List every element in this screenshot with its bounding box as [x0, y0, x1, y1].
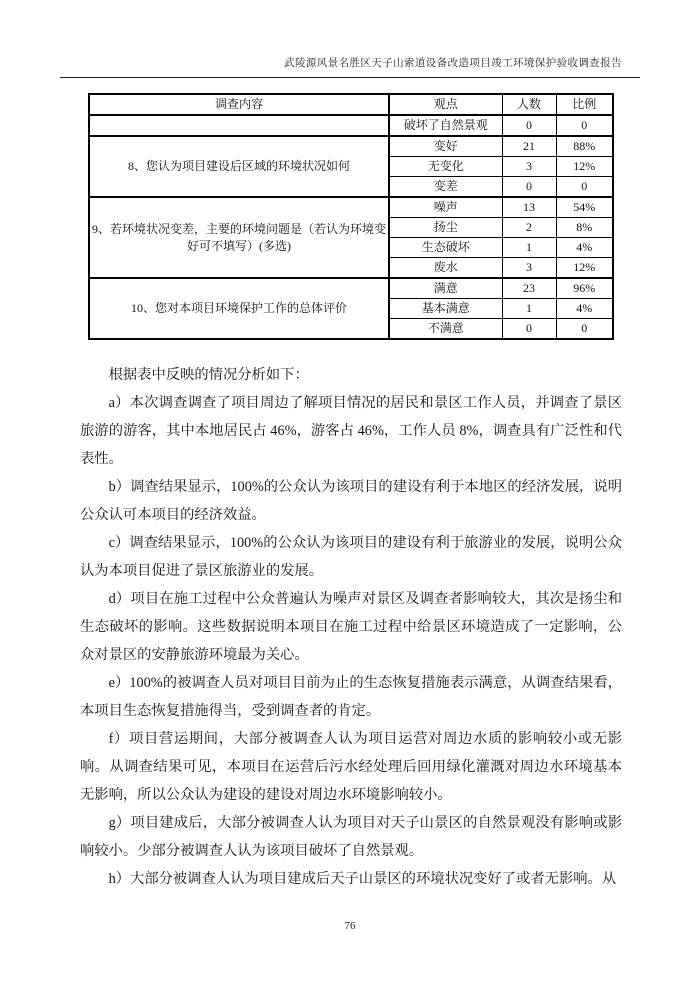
table-row: [89, 278, 613, 299]
ratio-cell: 0: [556, 319, 613, 340]
count-cell: 23: [502, 278, 556, 299]
count-cell: 0: [502, 319, 556, 340]
ratio-cell: 96%: [556, 278, 613, 299]
count-cell: 3: [502, 258, 556, 279]
opinion-cell: 废水: [389, 258, 502, 279]
count-cell: 0: [502, 177, 556, 198]
survey-results-table: [88, 93, 614, 340]
question-cell-q10: 10、您对本项目环境保护工作的总体评价: [89, 278, 389, 339]
header-rule: [60, 77, 640, 78]
opinion-cell: 满意: [389, 278, 502, 299]
analysis-paragraph-d: d）项目在施工过程中公众普遍认为噪声对景区及调查者影响较大，其次是扬尘和生态破坏的影响。这些数据说明本项目在施工过程中给景区环境造成了一定影响，公众对景区的安静旅游环境最为关心。: [80, 591, 622, 663]
opinion-cell: 变好: [389, 136, 502, 157]
analysis-paragraph-f: f）项目营运期间，大部分被调查人认为项目运营对周边水质的影响较小或无影响。从调查结果可见，本项目在运营后污水经处理后回用绿化灌溉对周边水环境基本无影响，所以公众认为建设的建设对周边水环境影响较小。: [80, 731, 622, 803]
opinion-cell: 基本满意: [389, 299, 502, 319]
ratio-cell: 12%: [556, 258, 613, 279]
table-header-row: [89, 94, 613, 115]
analysis-paragraph-a: a）本次调查调查了项目周边了解项目情况的居民和景区工作人员，并调查了景区旅游的游客，其中本地居民占 46%，游客占 46%，工作人员 8%，调查具有广泛性和代表性。: [80, 395, 622, 467]
question-cell-q9: 9、若环境状况变差，主要的环境问题是（若认为环境变好可不填写）(多选): [89, 197, 389, 278]
opinion-cell: 不满意: [389, 319, 502, 340]
col-header-opinion: 观点: [389, 94, 502, 115]
ratio-cell: 12%: [556, 157, 613, 177]
ratio-cell: 54%: [556, 197, 613, 218]
opinion-cell: 噪声: [389, 197, 502, 218]
ratio-cell: 0: [556, 115, 613, 136]
analysis-paragraph-e: e）100%的被调查人员对项目目前为止的生态恢复措施表示满意，从调查结果看，本项目生态恢复措施得当，受到调查者的肯定。: [80, 675, 622, 719]
opinion-cell: 变差: [389, 177, 502, 198]
count-cell: 1: [502, 238, 556, 258]
col-header-count: 人数: [502, 94, 556, 115]
table-row: [89, 115, 613, 136]
analysis-paragraph-b: b）调查结果显示，100%的公众认为该项目的建设有利于本地区的经济发展，说明公众认可本项目的经济效益。: [80, 479, 622, 523]
analysis-paragraph-g: g）项目建成后，大部分被调查人认为项目对天子山景区的自然景观没有影响或影响较小。少部分被调查人认为该项目破坏了自然景观。: [80, 815, 622, 859]
ratio-cell: 4%: [556, 238, 613, 258]
opinion-cell: 生态破坏: [389, 238, 502, 258]
analysis-paragraph-c: c）调查结果显示，100%的公众认为该项目的建设有利于旅游业的发展，说明公众认为本项目促进了景区旅游业的发展。: [80, 535, 622, 579]
count-cell: 1: [502, 299, 556, 319]
count-cell: 13: [502, 197, 556, 218]
ratio-cell: 88%: [556, 136, 613, 157]
analysis-intro: 根据表中反映的情况分析如下：: [108, 367, 309, 383]
count-cell: 21: [502, 136, 556, 157]
table-row: [89, 136, 613, 157]
running-header-title: 武陵源风景名胜区天子山索道设备改造项目竣工环境保护验收调查报告: [284, 58, 622, 69]
page-number: 76: [344, 920, 356, 932]
opinion-cell: 无变化: [389, 157, 502, 177]
count-cell: 3: [502, 157, 556, 177]
question-cell-q8: 8、您认为项目建设后区域的环境状况如何: [89, 136, 389, 197]
analysis-section: [80, 361, 622, 893]
count-cell: 2: [502, 218, 556, 238]
count-cell: 0: [502, 115, 556, 136]
opinion-cell: 破坏了自然景观: [389, 115, 502, 136]
analysis-paragraph-h: h）大部分被调查人认为项目建成后天子山景区的环境状况变好了或者无影响。从: [108, 871, 617, 887]
ratio-cell: 0: [556, 177, 613, 198]
opinion-cell: 扬尘: [389, 218, 502, 238]
col-header-ratio: 比例: [556, 94, 613, 115]
ratio-cell: 8%: [556, 218, 613, 238]
ratio-cell: 4%: [556, 299, 613, 319]
question-cell-empty: [89, 115, 389, 136]
table-row: [89, 197, 613, 218]
col-header-survey-content: 调查内容: [89, 94, 389, 115]
